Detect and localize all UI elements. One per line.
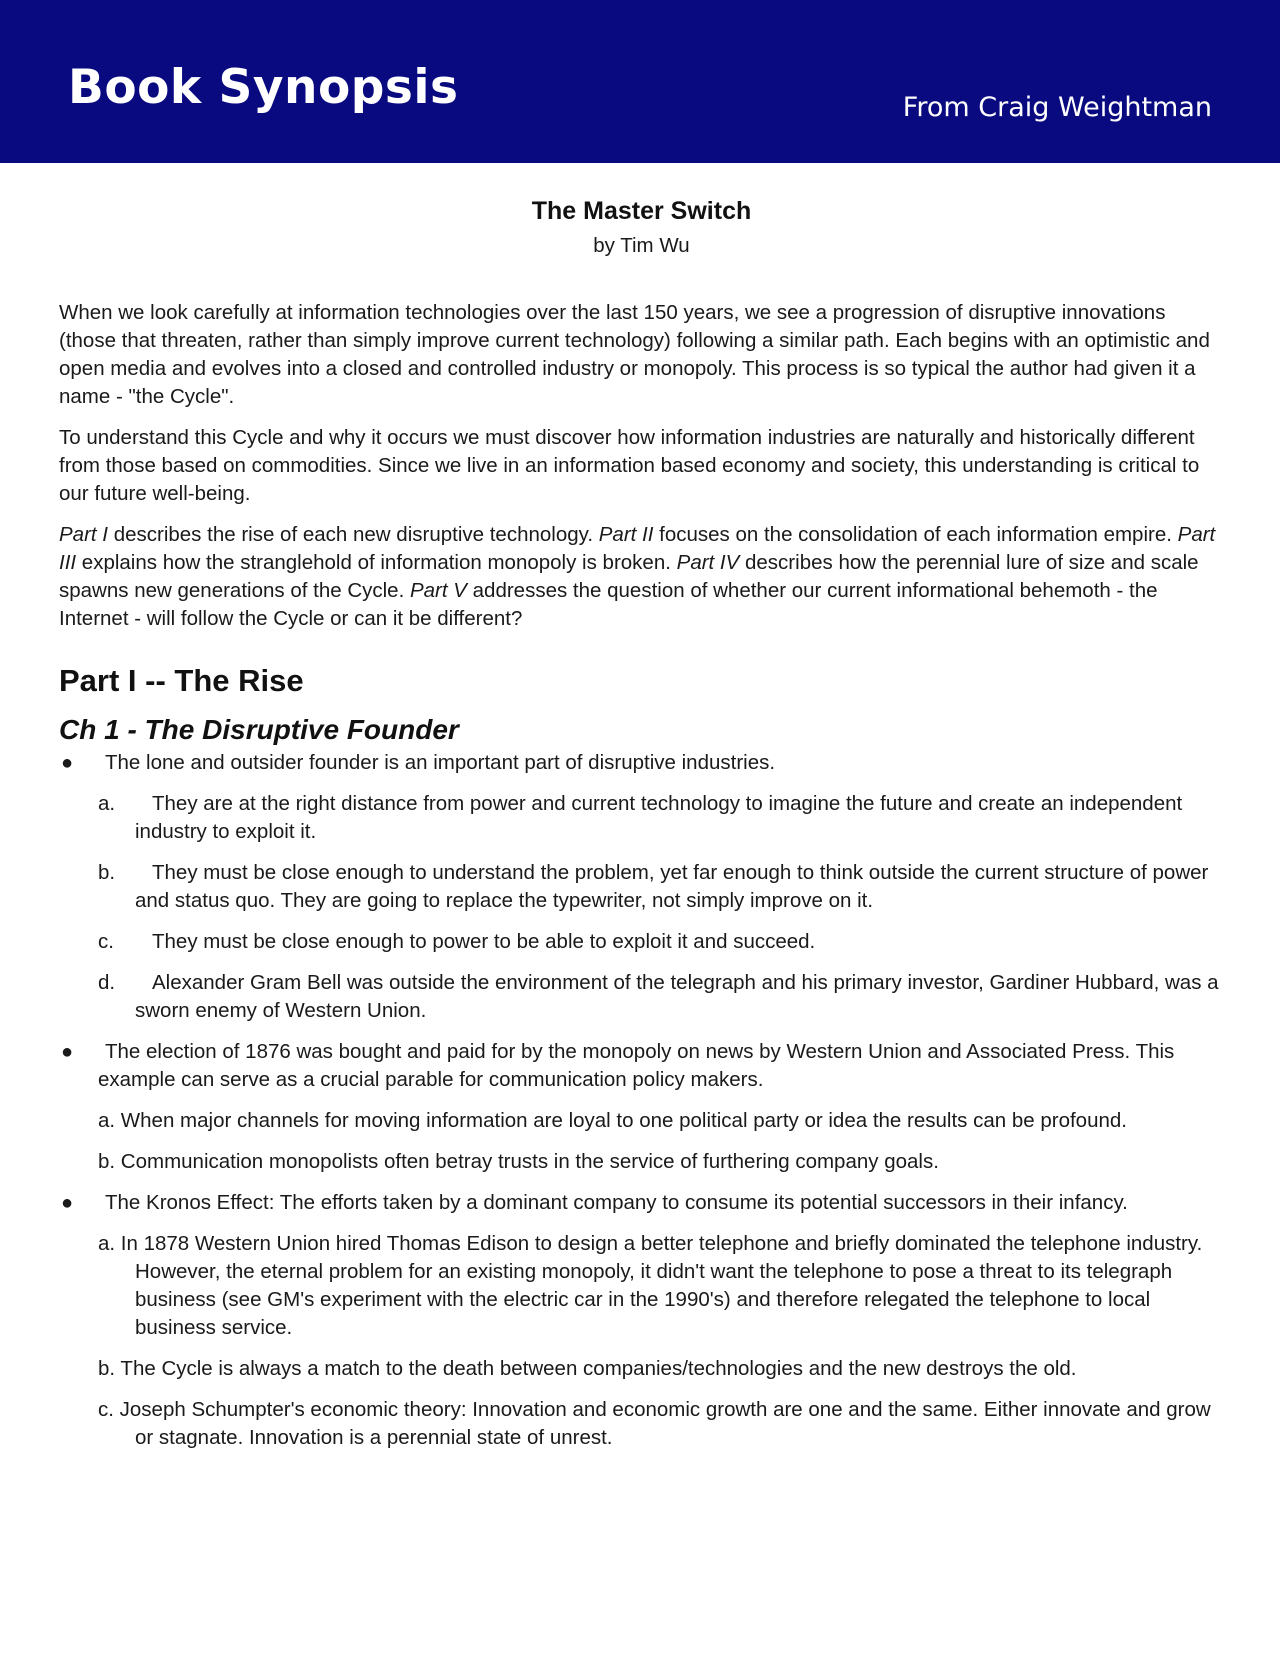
sub-item: b. Communication monopolists often betray trusts in the service of furthering company goals. bbox=[98, 1150, 939, 1173]
header-title: Book Synopsis bbox=[68, 60, 459, 115]
part-ref: Part V bbox=[409, 579, 467, 602]
part-ref: Part II bbox=[598, 523, 654, 546]
sub-item: c. Joseph Schumpter's economic theory: Innovation and economic growth are one and the same. Either innovate and grow or stagnate. Innovation is a perennial state of unrest. bbox=[98, 1398, 1211, 1449]
bullet-icon: ● bbox=[61, 1192, 74, 1214]
sub-item: a. When major channels for moving information are loyal to one political party or idea the results can be profound. bbox=[98, 1109, 1127, 1132]
sub-item: c. They must be close enough to power to be able to exploit it and succeed. bbox=[98, 930, 816, 953]
intro-paragraph-2: To understand this Cycle and why it occurs we must discover how information industries are naturally and historically different from those based on commodities. Since we live in an information based economy and society, this understanding is critical to our future well-being. bbox=[59, 426, 1200, 505]
bullet-icon: ● bbox=[61, 752, 74, 774]
bullet-item: ● The Kronos Effect: The efforts taken by a dominant company to consume its potential successors in their infancy. bbox=[59, 1189, 1224, 1217]
part-ref: Part IV bbox=[676, 551, 740, 574]
intro-paragraph-1: When we look carefully at information technologies over the last 150 years, we see a progression of disruptive innovations (those that threaten, rather than simply improve current technology) following a similar path. Each begins with an optimistic and open media and evolves into a closed and controlled industry or monopoly. This process is so typical the author had given it a name - "the Cycle". bbox=[59, 301, 1210, 408]
sub-item: b. They must be close enough to understand the problem, yet far enough to think outside the current structure of power and status quo. They are going to replace the typewriter, not simply improve on it. bbox=[98, 861, 1209, 912]
bullet-item: ● The election of 1876 was bought and paid for by the monopoly on news by Western Union and Associated Press. This example can serve as a crucial parable for communication policy makers. bbox=[61, 1040, 1175, 1091]
sub-item: d. Alexander Gram Bell was outside the environment of the telegraph and his primary investor, Gardiner Hubbard, was a sworn enemy of Western Union. bbox=[98, 971, 1219, 1022]
intro-paragraph-3: Part I describes the rise of each new disruptive technology. Part II focuses on the consolidation of each information empire. Part III explains how the stranglehold of information monopoly is broken. Part IV describes how the perennial lure of size and scale spawns new generations of the Cycle. Part V addresses the question of whether our current informational behemoth - the Internet - will follow the Cycle or can it be different? bbox=[59, 523, 1216, 630]
part-ref: Part III bbox=[59, 523, 1216, 574]
document-body bbox=[59, 190, 1224, 1465]
book-author: by Tim Wu bbox=[593, 234, 690, 257]
bullet-item: ● The lone and outsider founder is an important part of disruptive industries. bbox=[59, 749, 1224, 777]
sub-item: b. The Cycle is always a match to the death between companies/technologies and the new destroys the old. bbox=[98, 1357, 1077, 1380]
section-heading: Part I -- The Rise bbox=[59, 663, 304, 698]
book-title: The Master Switch bbox=[531, 197, 752, 225]
header-author: From Craig Weightman bbox=[902, 92, 1212, 123]
bullet-icon: ● bbox=[61, 1041, 74, 1063]
chapter-heading: Ch 1 - The Disruptive Founder bbox=[59, 714, 459, 745]
sub-item: a. In 1878 Western Union hired Thomas Edison to design a better telephone and briefly dominated the telephone industry. However, the eternal problem for an existing monopoly, it didn't want the telephone to pose a threat to its telegraph business (see GM's experiment with the electric car in the 1990's) and therefore relegated the telephone to local business service. bbox=[98, 1232, 1203, 1339]
part-ref: Part I bbox=[59, 523, 108, 546]
header-banner bbox=[0, 0, 1280, 163]
sub-item: a. They are at the right distance from power and current technology to imagine the future and create an independent industry to exploit it. bbox=[98, 792, 1183, 843]
